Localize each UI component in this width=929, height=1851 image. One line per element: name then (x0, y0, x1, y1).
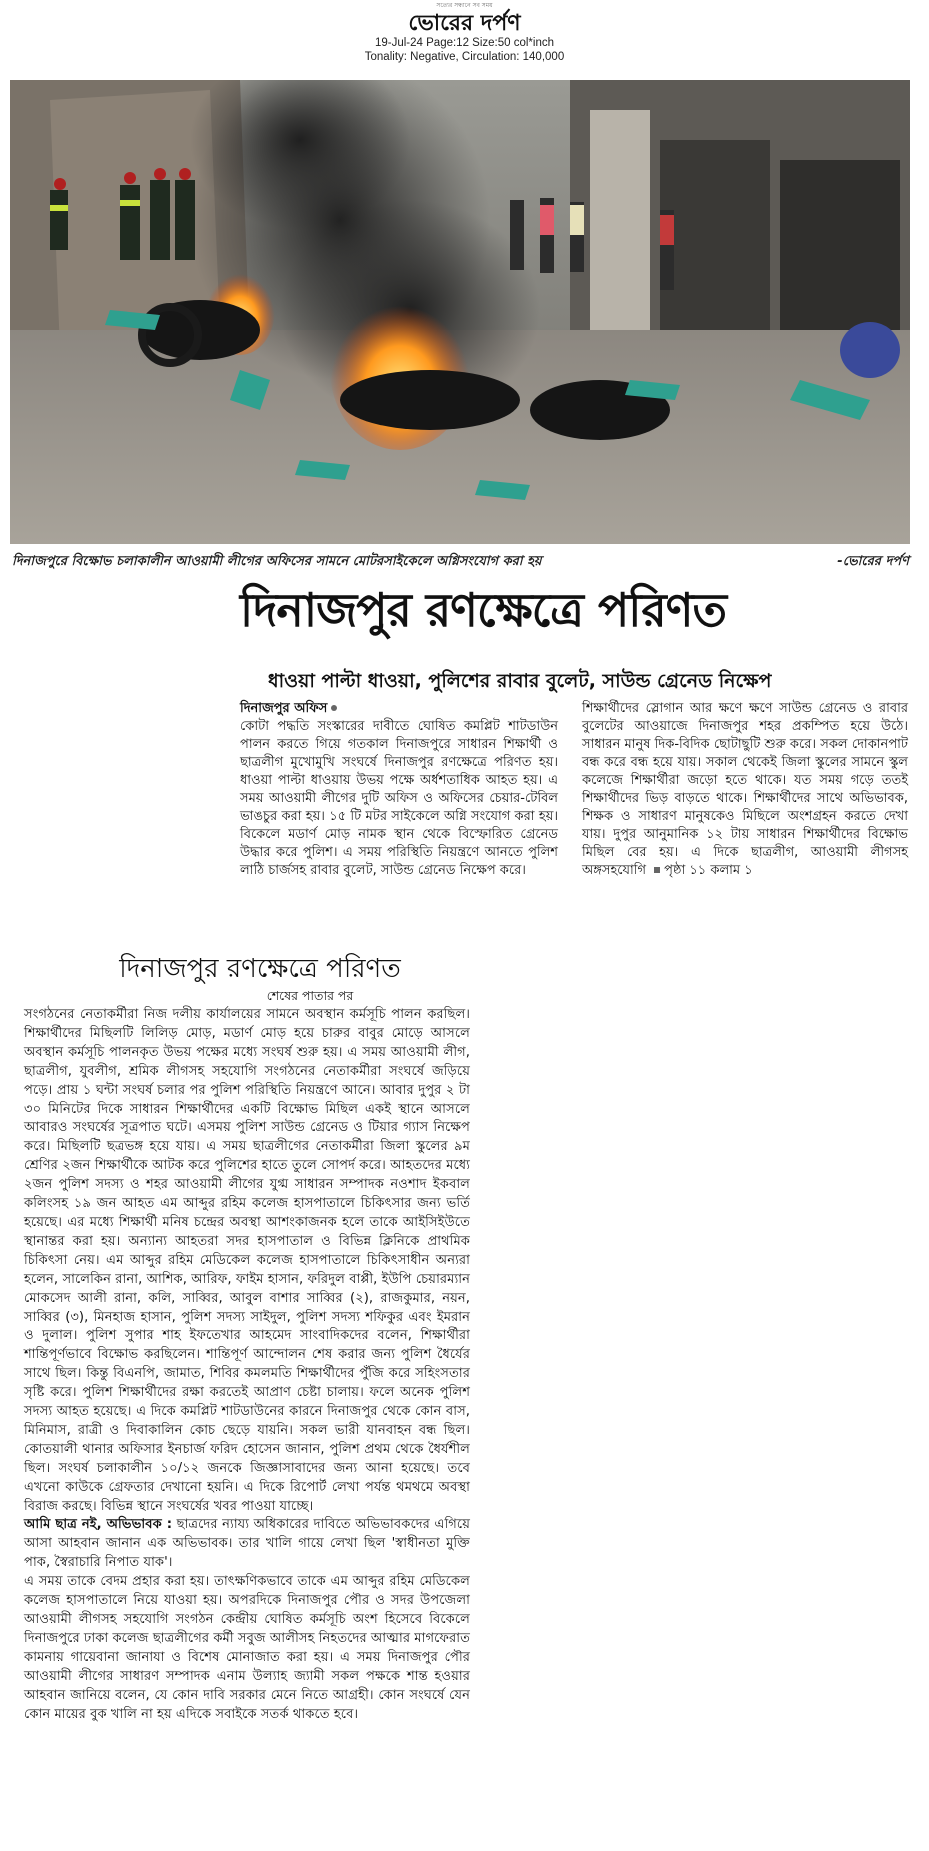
article-byline: দিনাজপুর অফিস (240, 701, 328, 716)
continuation-subhead-parent: আমি ছাত্র নই, অভিভাবক : (24, 1517, 173, 1533)
photo-credit: -ভোরের দর্পণ (837, 554, 909, 569)
clipping-meta-line2: Tonality: Negative, Circulation: 140,000 (364, 51, 565, 63)
continuation-paragraph-2-text: ছাত্রদের ন্যায্য অধিকারের দাবিতে অভিভাবকদের এগিয়ে আসা আহবান জানান এক অভিভাবক। তার খালি গায়ে লেখা ছিল 'স্বাধীনতা মুক্তি পাক, স্বৈরাচারি নিপাত যাক'। (24, 1517, 470, 1571)
article-jump-line: পৃষ্ঠা ১১ কলাম ১ (664, 863, 753, 878)
article-column-1 (240, 700, 558, 880)
clipping-meta-line1: 19-Jul-24 Page:12 Size:50 col*inch (374, 37, 554, 49)
masthead (0, 2, 929, 64)
photo-caption: দিনাজপুরে বিক্ষোভ চলাকালীন আওয়ামী লীগের অফিসের সামনে মোটরসাইকেলে অগ্নিসংযোগ করা হয় (12, 554, 542, 569)
article-column-1-text: কোটা পদ্ধতি সংস্কারের দাবীতে ঘোষিত কমপ্লিট শাটডাউন পালন করতে গিয়ে গতকাল দিনাজপুরে সাধারন শিক্ষার্থী ও ছাত্রলীগ মুখোমুখি সংঘর্ষে দিনাজপুর রণক্ষেত্রে পরিণত হয়। ধাওয়া পাল্টা ধাওয়ায় উভয় পক্ষে অর্ধশতাধিক আহত হয়। এ সময় আওয়ামী লীগের দুটি অফিস ও অফিসের চেয়ার-টেবিল ভাঙচুর করা হয়। ১৫ টি মটর সাইকেলে অগ্নি সংযোগ করা হয়। বিকেলে মডার্ণ মোড় নামক স্থান থেকে বিস্ফোরিত গ্রেনেড উদ্ধার করে পুলিশ। এ সময় পরিস্থিতি নিয়ন্ত্রণে আনতে পুলিশ লাঠি চার্জসহ রাবার বুলেট, সাউন্ড গ্রেনেড নিক্ষেপ করে। (240, 719, 558, 878)
jump-marker-icon (654, 867, 660, 873)
continuation-title: দিনাজপুর রণক্ষেত্রে পরিণত (119, 954, 401, 984)
continuation-paragraph-3: এ সময় তাকে বেদম প্রহার করা হয়। তাৎক্ষণিকভাবে তাকে এম আব্দুর রহিম মেডিকেল কলেজ হাসপাতালে নিয়ে যাওয়া হয়। অপরদিকে দিনাজপুর পৌর ও সদর উপজেলা আওয়ামী লীগসহ সহযোগি সংগঠন কেন্দ্রীয় ঘোষিত কর্মসূচি অংশ হিসেবে বিকেলে দিনাজপুরে ঢাকা কলেজ ছাত্রলীগের কর্মী সবুজ আলীসহ নিহতদের আত্মার মাগফেরাত কামনায় গায়েবানা জানাযা ও বিশেষ মোনাজাত করা হয়। এ সময় দিনাজপুর পৌর আওয়ামী লীগের সাধারণ সম্পাদক এনাম উল্যাহ জ্যামী সকল পক্ষকে শান্ত হওয়ার আহবান জানিয়ে বলেন, যে কোন দাবি সরকার মেনে নিতে আগ্রহী। কোন সংঘর্ষে যেন কোন মায়ের বুক খালি না হয় এদিকে সবাইকে সতর্ক থাকতে হবে। (24, 1574, 470, 1722)
article-headline: দিনাজপুর রণক্ষেত্রে পরিণত (240, 583, 727, 637)
masthead-tagline: সত্যের সন্ধানে সব সময় (436, 2, 493, 9)
continuation-body (24, 1006, 470, 1724)
continuation-paragraph-2 (24, 1516, 470, 1573)
article-column-2 (582, 700, 908, 880)
newspaper-logo: ভোরের দর্পণ (408, 10, 521, 36)
news-photo (10, 80, 910, 544)
article-subhead: ধাওয়া পাল্টা ধাওয়া, পুলিশের রাবার বুলেট, সাউন্ড গ্রেনেড নিক্ষেপ (268, 670, 772, 692)
continuation-subtitle: শেষের পাতার পর (266, 988, 354, 1003)
continuation-paragraph-1: সংগঠনের নেতাকর্মীরা নিজ দলীয় কার্যালয়ের সামনে অবস্থান কর্মসূচি পালন করছিল। শিক্ষার্থীদের মিছিলটি লিলিড় মোড়, মডার্ণ মোড় হয়ে চারুর বাবুর মোড়ে আসলে অবস্থান কর্মসূচি পালনকৃত উভয় পক্ষের মধ্যে সংঘর্ষ শুরু হয়। এ সময় আওয়ামী লীগ, ছাত্রলীগ, যুবলীগ, শ্রমিক লীগসহ সহযোগি সংগঠনের নেতাকর্মীরা সংঘর্ষে জড়িয়ে পড়ে। প্রায় ১ ঘন্টা সংঘর্ষ চলার পর পুলিশ পরিস্থিতি নিয়ন্ত্রণে আনে। আবার দুপুর ২ টা ৩০ মিনিটের দিকে সাধারন শিক্ষার্থীদের একটি বিক্ষোভ মিছিল একই স্থানে আসলে আবারও সংঘর্ষের সূত্রপাত ঘটে। এসময় পুলিশ সাউন্ড গ্রেনেড ও টিয়ার গ্যাস নিক্ষেপ করে। মিছিলটি ছত্রভঙ্গ হয়ে যায়। এ সময় ছাত্রলীগের নেতাকর্মীরা জিলা স্কুলের ৯ম শ্রেণির ২জন শিক্ষার্থীকে আটক করে পুলিশের হাতে তুলে সোপর্দ করে। আহতদের মধ্যে ২জন পুলিশ সদস্য ও শহর আওয়ামী লীগের যুগ্ম সাধারন সম্পাদক নওশাদ ইকবাল কলিংসহ ১৯ জন আহত এম আব্দুর রহিম কলেজ হাসপাতালে চিকিৎসার জন্য ভর্তি হয়েছে। এর মধ্যে শিক্ষার্থী মনিষ চন্দ্রের অবস্থা আশংকাজনক হলে তাকে আইসিইউতে স্থানান্তর করা হয়। অন্যান্য আহতরা সদর হাসপাতাল ও বিভিন্ন ক্লিনিকে প্রাথমিক চিকিৎসা নেয়। এম আব্দুর রহিম মেডিকেল কলেজ হাসপাতালে চিকিৎসাধীন অন্যরা হলেন, সালেকিন রানা, আশিক, আরিফ, ফাইম হাসান, ফরিদুল বাপ্পী, ইউপি চেয়ারম্যান মোকসেদ আলী রানা, কলি, সাব্বির, আবুল বাশার সাব্বির (২), রাজকুমার, নয়ন, সাব্বির (৩), মিনহাজ হাসান, পুলিশ সদস্য সাইদুল, পুলিশ সদস্য শফিকুর এবং ইমরান ও দুলাল। পুলিশ সুপার শাহ ইফতেখার আহমেদ সাংবাদিকদের বলেন, শিক্ষার্থীরা শান্তিপূর্ণভাবে বিক্ষোভ করছিলেন। শান্তিপূর্ণ আন্দোলন শেষ করার জন্য পুলিশ ধৈর্যের সাথে ছিল। কিন্তু বিএনপি, জামাত, শিবির কমলমতি শিক্ষার্থীদের পুঁজি করে সহিংসতার সৃষ্টি করে। পুলিশ শিক্ষার্থীদের রক্ষা করতেই আপ্রাণ চেষ্টা চালায়। ফলে অনেক পুলিশ সদস্য আহত হয়েছে। এ দিকে কমপ্লিট শাটডাউনের কারনে দিনাজপুর থেকে কোন বাস, মিনিমাস, রাত্রী ও দিবাকালিন কোচ ছেড়ে যায়নি। সকল ভারী যানবাহন বন্ধ ছিল। কোতয়ালী থানার অফিসার ইনচার্জ ফরিদ হোসেন জানান, পুলিশ প্রথম থেকে ধৈর্যশীল ছিল। সংঘর্ষ চলাকালীন ১০/১২ জনকে জিজ্ঞাসাবাদের জন্য আনা হয়েছে। তবে এখনো কাউকে গ্রেফতার দেখানো হয়নি। এ দিকে রিপোর্ট লেখা পর্যন্ত থমথমে অবস্থা বিরাজ করছে। বিভিন্ন স্থানে সংঘর্ষের খবর পাওয়া যাচ্ছে। (24, 1007, 470, 1514)
article-column-2-text: শিক্ষার্থীদের স্লোগান আর ক্ষণে ক্ষণে সাউন্ড গ্রেনেড ও রাবার বুলেটের আওয়াজে দিনাজপুর শহর প্রকম্পিত হয়ে উঠে। সাধারন মানুষ দিক-বিদিক ছোটাছুটি শুরু করে। সকল দোকানপাট বন্ধ করে বন্ধ হয়ে যায়। সকাল থেকেই জিলা স্কুলের সামনে স্কুল কলেজে শিক্ষার্থীরা জড়ো হতে থাকে। যত সময় গড়ে ততই শিক্ষার্থীদের ভিড় বাড়তে থাকে। শিক্ষার্থীদের সাথে অভিভাবক, শিক্ষক ও সাধারণ মানুষকেও মিছিলে অংশগ্রহন করতে দেখা যায়। দুপুর আনুমানিক ১২ টায় সাধারন শিক্ষার্থীদের বিক্ষোভ মিছিল বের হয়। এ দিকে ছাত্রলীগ, আওয়ামী লীগসহ অঙ্গসহযোগি (582, 701, 908, 878)
byline-bullet-icon (331, 705, 337, 711)
